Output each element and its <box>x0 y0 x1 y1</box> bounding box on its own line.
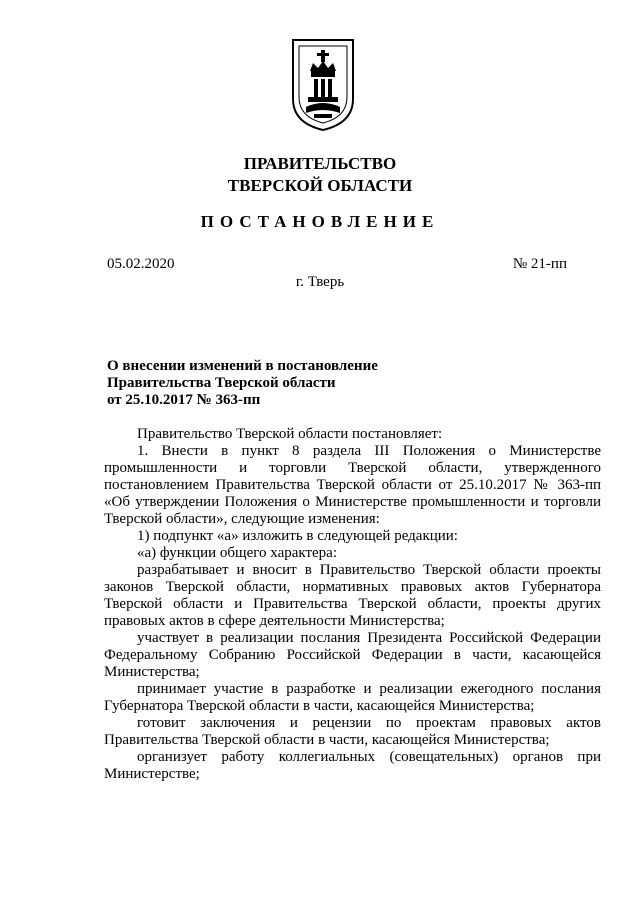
document-subject <box>107 358 378 409</box>
body-paragraph: разрабатывает и вносит в Правительство Тверской области проекты законов Тверской области, нормативных правовых актов Губернатора Тверской области и Правительства Тверской области, проекты других правовых актов в сфере деятельности Министерства; <box>104 562 601 629</box>
body-paragraph: организует работу коллегиальных (совещательных) органов при Министерстве; <box>104 749 601 782</box>
body-paragraph: Правительство Тверской области постановляет: <box>137 426 443 442</box>
document-type-title: ПОСТАНОВЛЕНИЕ <box>200 212 440 231</box>
subject-line: О внесении изменений в постановление <box>107 358 378 374</box>
body-paragraph: участвует в реализации послания Президента Российской Федерации Федеральному Собранию Российской Федерации в части, касающейся Министерства; <box>104 630 601 680</box>
document-date: 05.02.2020 <box>107 256 175 272</box>
document-city: г. Тверь <box>295 274 345 290</box>
body-paragraph: готовит заключения и рецензии по проектам правовых актов Правительства Тверской области в части, касающейся Министерства; <box>104 715 601 748</box>
document-body <box>104 426 601 783</box>
body-paragraph: принимает участие в разработке и реализации ежегодного послания Губернатора Тверской области в части, касающейся Министерства; <box>104 681 601 714</box>
body-paragraph: «а) функции общего характера: <box>137 545 338 561</box>
subject-line: от 25.10.2017 № 363-пп <box>107 392 261 408</box>
body-paragraph: 1. Внести в пункт 8 раздела III Положения о Министерстве промышленности и торговли Тверской области, утвержденного постановлением Правительства Тверской области от 25.10.2017 № 363-пп «Об утверждении Положения о Министерстве промышленности и торговли Тверской области», следующие изменения: <box>104 443 601 527</box>
government-title-line1: ПРАВИТЕЛЬСТВО <box>243 154 397 173</box>
government-title-line2: ТВЕРСКОЙ ОБЛАСТИ <box>227 176 413 195</box>
subject-line: Правительства Тверской области <box>107 375 336 391</box>
body-paragraph: 1) подпункт «а» изложить в следующей редакции: <box>137 528 458 544</box>
tver-coat-of-arms-icon <box>290 37 356 133</box>
document-number: № 21-пп <box>512 256 567 272</box>
